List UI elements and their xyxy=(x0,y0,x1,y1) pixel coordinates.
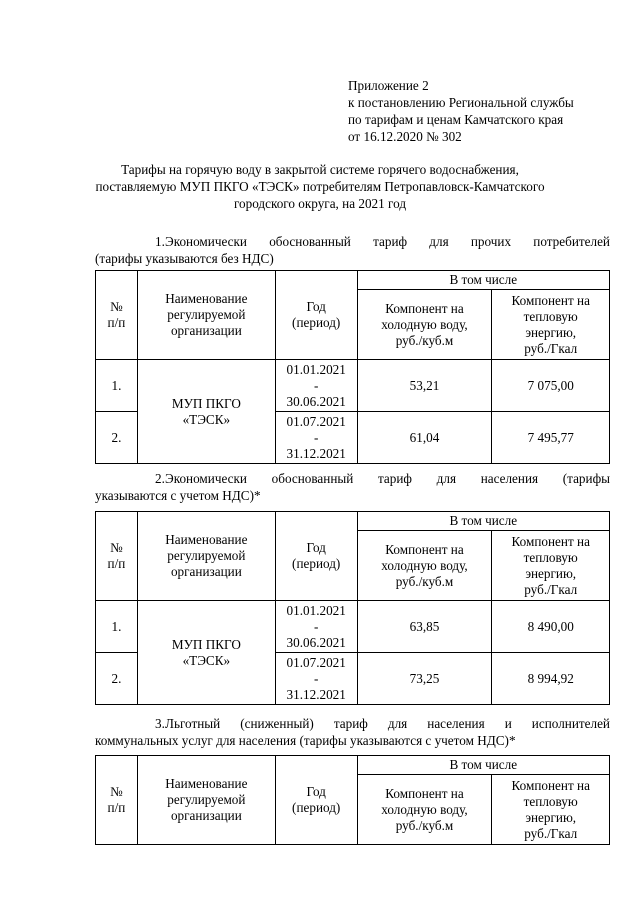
header-cold: Компонент на холодную воду, руб./куб.м xyxy=(357,290,492,360)
section-heading-text: (тарифы указываются без НДС) xyxy=(95,251,274,266)
row-num: 1. xyxy=(96,601,138,653)
section-heading-text: указываются с учетом НДС)* xyxy=(95,488,261,503)
header-num: № п/п xyxy=(96,756,138,845)
header-heat: Компонент на тепловую энергию, руб./Гкал xyxy=(492,290,610,360)
section-heading xyxy=(95,715,610,749)
org-name: МУП ПКГО «ТЭСК» xyxy=(137,601,275,705)
heat-value: 8 994,92 xyxy=(492,653,610,705)
appendix-line: от 16.12.2020 № 302 xyxy=(348,129,462,144)
appendix-line: Приложение 2 xyxy=(348,78,429,93)
title-line: поставляемую МУП ПКГО «ТЭСК» потребителям Петропавловск-Камчатского xyxy=(95,179,545,194)
header-including: В том числе xyxy=(357,271,609,290)
header-num: № п/п xyxy=(96,512,138,601)
row-num: 1. xyxy=(96,360,138,412)
header-org: Наименование регулируемой организации xyxy=(137,271,275,360)
appendix-line: к постановлению Региональной службы xyxy=(348,95,574,110)
cold-value: 63,85 xyxy=(357,601,492,653)
header-year: Год (период) xyxy=(275,512,357,601)
table-row xyxy=(96,601,610,653)
document-title xyxy=(80,161,560,212)
row-num: 2. xyxy=(96,653,138,705)
section-number: 1. xyxy=(155,234,165,249)
tariff-table xyxy=(95,755,610,845)
header-heat: Компонент на тепловую энергию, руб./Гкал xyxy=(492,531,610,601)
title-line: Тарифы на горячую воду в закрытой системе горячего водоснабжения, xyxy=(121,162,519,177)
period: 01.07.2021 - 31.12.2021 xyxy=(275,653,357,705)
header-org: Наименование регулируемой организации xyxy=(137,756,275,845)
section-number: 3. xyxy=(155,716,165,731)
section-heading xyxy=(95,470,610,504)
cold-value: 61,04 xyxy=(357,412,492,464)
header-org: Наименование регулируемой организации xyxy=(137,512,275,601)
section-heading-text: Льготный (сниженный) тариф для населения и исполнителей xyxy=(165,716,610,731)
cold-value: 53,21 xyxy=(357,360,492,412)
section-number: 2. xyxy=(155,471,165,486)
period: 01.01.2021 - 30.06.2021 xyxy=(275,360,357,412)
header-cold: Компонент на холодную воду, руб./куб.м xyxy=(357,775,492,845)
period: 01.07.2021 - 31.12.2021 xyxy=(275,412,357,464)
tariff-table xyxy=(95,511,610,705)
org-name: МУП ПКГО «ТЭСК» xyxy=(137,360,275,464)
header-including: В том числе xyxy=(357,756,609,775)
heat-value: 8 490,00 xyxy=(492,601,610,653)
section-heading-text: Экономически обоснованный тариф для населения (тарифы xyxy=(165,471,610,486)
header-heat: Компонент на тепловую энергию, руб./Гкал xyxy=(492,775,610,845)
section-heading xyxy=(95,233,610,267)
section-heading-text: коммунальных услуг для населения (тарифы указываются с учетом НДС)* xyxy=(95,733,516,748)
appendix-block xyxy=(348,77,618,145)
header-year: Год (период) xyxy=(275,756,357,845)
header-including: В том числе xyxy=(357,512,609,531)
title-line: городского округа, на 2021 год xyxy=(233,196,407,211)
header-year: Год (период) xyxy=(275,271,357,360)
appendix-line: по тарифам и ценам Камчатского края xyxy=(348,112,564,127)
table-row xyxy=(96,360,610,412)
section-heading-text: Экономически обоснованный тариф для прочих потребителей xyxy=(165,234,610,249)
header-cold: Компонент на холодную воду, руб./куб.м xyxy=(357,531,492,601)
tariff-table xyxy=(95,270,610,464)
row-num: 2. xyxy=(96,412,138,464)
heat-value: 7 075,00 xyxy=(492,360,610,412)
header-num: № п/п xyxy=(96,271,138,360)
period: 01.01.2021 - 30.06.2021 xyxy=(275,601,357,653)
cold-value: 73,25 xyxy=(357,653,492,705)
heat-value: 7 495,77 xyxy=(492,412,610,464)
